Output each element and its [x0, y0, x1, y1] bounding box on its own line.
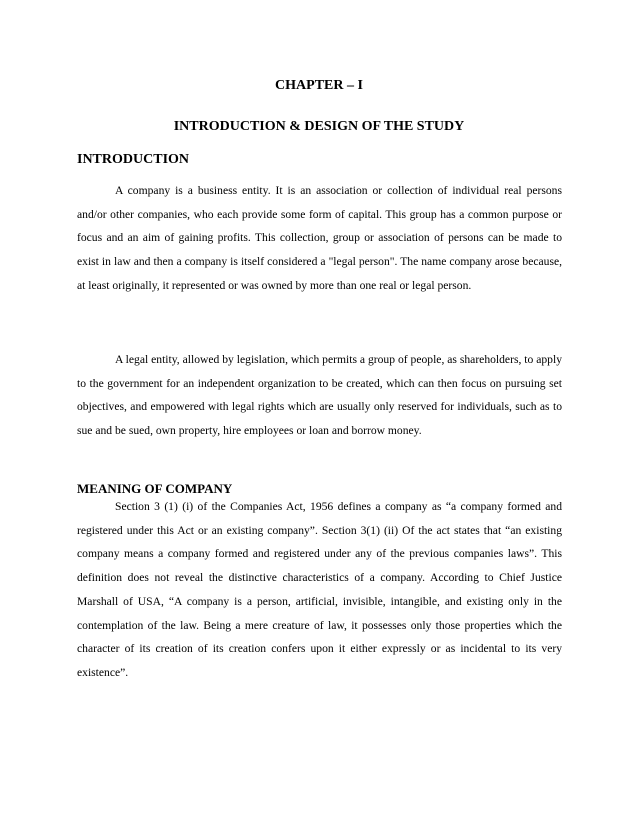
section-heading-introduction: INTRODUCTION [77, 152, 190, 167]
paragraph-introduction-1: A company is a business entity. It is an association or collection of individual real persons and/or other companies, who each provide some form of capital. This group has a common purpose or focus and an aim of gaining profits. This collection, group or association of persons can be made to exist in law and then a company is itself considered a "legal person". The name company arose because, at least originally, it represented or was owned by more than one real or legal person. [77, 184, 562, 292]
paragraph-meaning-of-company: Section 3 (1) (i) of the Companies Act, 1956 defines a company as “a company formed and registered under this Act or an existing company”. Section 3(1) (ii) Of the act states that “an existing company means a company formed and registered under any of the previous companies laws”. This definition does not reveal the distinctive characteristics of a company. According to Chief Justice Marshall of USA, “A company is a person, artificial, invisible, intangible, and existing only in the contemplation of the law. Being a mere creature of law, it possesses only those properties which the character of its creation of its creation confers upon it either expressly or as incidental to its very existence”. [77, 500, 562, 679]
chapter-label: CHAPTER – I [275, 78, 363, 93]
section-heading-meaning-of-company: MEANING OF COMPANY [77, 481, 233, 496]
paragraph-introduction-2: A legal entity, allowed by legislation, which permits a group of people, as shareholders, to apply to the government for an independent organization to be created, which can then focus on pursuing set objectives, and empowered with legal rights which are usually only reserved for individuals, such as to sue and be sued, own property, hire employees or loan and borrow money. [77, 353, 562, 438]
chapter-title: INTRODUCTION & DESIGN OF THE STUDY [173, 119, 465, 134]
